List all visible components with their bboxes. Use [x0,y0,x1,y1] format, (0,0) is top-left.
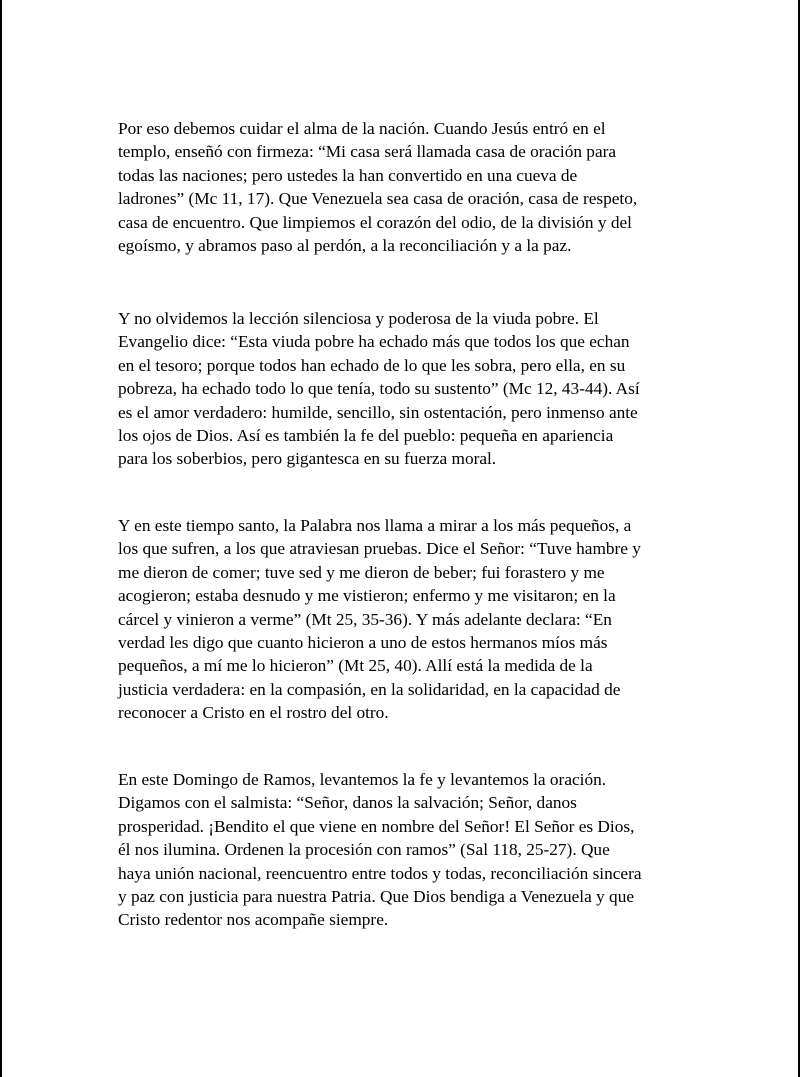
paragraph-casa-de-oracion: Por eso debemos cuidar el alma de la nación. Cuando Jesús entró en el templo, enseñó con firmeza: “Mi casa será llamada casa de oración para todas las naciones; pero ustedes la han convertido en una cueva de ladrones” (Mc 11, 17). Que Venezuela sea casa de oración, casa de respeto, casa de encuentro. Que limpiemos el corazón del odio, de la división y del egoísmo, y abramos paso al perdón, a la reconciliación y a la paz. [118,119,638,256]
paragraph-mas-pequenos: Y en este tiempo santo, la Palabra nos llama a mirar a los más pequeños, a los que sufren, a los que atraviesan pruebas. Dice el Señor: “Tuve hambre y me dieron de comer; tuve sed y me dieron de beber; fui forastero y me acogieron; estaba desnudo y me vistieron; enfermo y me visitaron; en la cárcel y vinieron a verme” (Mt 25, 35-36). Y más adelante declara: “En verdad les digo que cuanto hicieron a uno de estos hermanos míos más pequeños, a mí me lo hicieron” (Mt 25, 40). Allí está la medida de la justicia verdadera: en la compasión, en la solidaridad, en la capacidad de reconocer a Cristo en el rostro del otro. [118,516,641,723]
paragraph-domingo-de-ramos: En este Domingo de Ramos, levantemos la fe y levantemos la oración. Digamos con el salmista: “Señor, danos la salvación; Señor, danos prosperidad. ¡Bendito el que viene en nombre del Señor! El Señor es Dios, él nos ilumina. Ordenen la procesión con ramos” (Sal 118, 25-27). Que haya unión nacional, reencuentro entre todos y todas, reconciliación sincera y paz con justicia para nuestra Patria. Que Dios bendiga a Venezuela y que Cristo redentor nos acompañe siempre. [118,770,642,930]
paragraph-viuda-pobre: Y no olvidemos la lección silenciosa y poderosa de la viuda pobre. El Evangelio dice: “Esta viuda pobre ha echado más que todos los que echan en el tesoro; porque todos han echado de lo que les sobra, pero ella, en su pobreza, ha echado todo lo que tenía, todo su sustento” (Mc 12, 43-44). Así es el amor verdadero: humilde, sencillo, sin ostentación, pero inmenso ante los ojos de Dios. Así es también la fe del pueblo: pequeña en apariencia para los soberbios, pero gigantesca en su fuerza moral. [118,309,640,469]
